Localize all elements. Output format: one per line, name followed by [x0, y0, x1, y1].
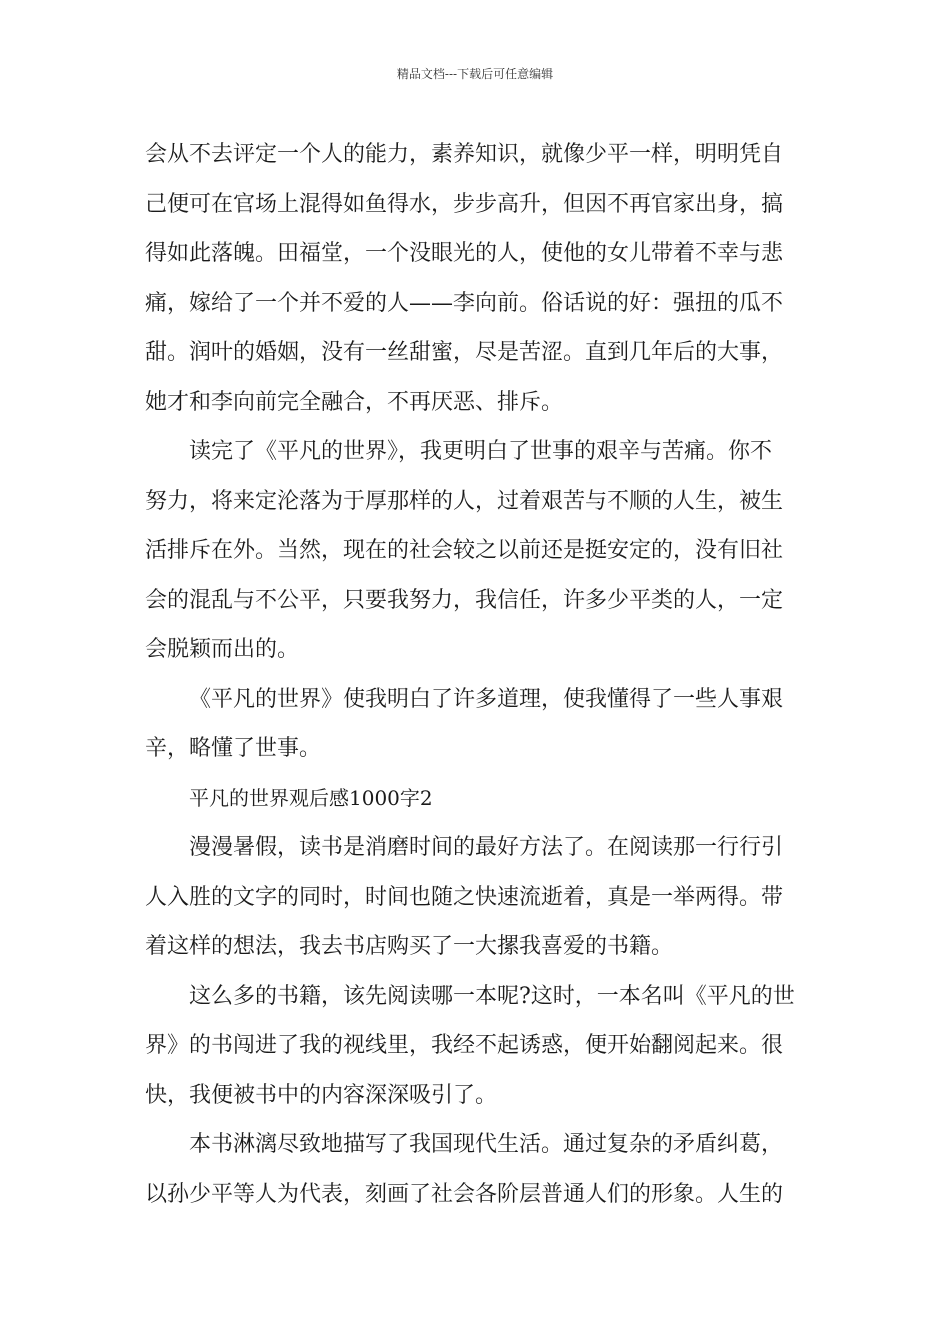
text-line: 着这样的想法，我去书店购买了一大摞我喜爱的书籍。 [145, 934, 674, 959]
document-body [145, 130, 815, 1219]
paragraph-3 [145, 675, 815, 774]
text-line: 活排斥在外。当然，现在的社会较之以前还是挺安定的，没有旧社 [145, 538, 784, 563]
text-line: 快，我便被书中的内容深深吸引了。 [145, 1082, 498, 1108]
text-line: 以孙少平等人为代表，刻画了社会各阶层普通人们的形象。人生的 [145, 1181, 784, 1207]
paragraph-4 [145, 823, 815, 972]
text-line: 这么多的书籍，该先阅读哪一本呢?这时，一本名叫《平凡的世 [189, 983, 795, 1009]
subtitle-text: 平凡的世界观后感1000字2 [189, 785, 433, 810]
text-line: 辛，略懂了世事。 [145, 736, 322, 761]
text-line: 努力，将来定沦落为于厚那样的人，过着艰苦与不顺的人生，被生 [145, 488, 784, 514]
text-line: 痛，嫁给了一个并不爱的人——李向前。俗话说的好：强扭的瓜不 [145, 290, 784, 316]
text-line: 会从不去评定一个人的能力，素养知识，就像少平一样，明明凭自 [145, 142, 784, 167]
text-line: 己便可在官场上混得如鱼得水，步步高升，但因不再官家出身，搞 [145, 191, 784, 217]
text-line: 得如此落魄。田福堂，一个没眼光的人，使他的女儿带着不幸与悲 [145, 241, 784, 266]
text-line: 她才和李向前完全融合，不再厌恶、排斥。 [145, 389, 564, 415]
text-line: 读完了《平凡的世界》，我更明白了世事的艰辛与苦痛。你不 [189, 439, 773, 464]
text-line: 会的混乱与不公平，只要我努力，我信任，许多少平类的人，一定 [145, 587, 784, 613]
text-line: 会脱颖而出的。 [145, 637, 300, 662]
section-subtitle [145, 774, 815, 824]
text-line: 本书淋漓尽致地描写了我国现代生活。通过复杂的矛盾纠葛， [189, 1132, 784, 1157]
text-line: 甜。润叶的婚姻，没有一丝甜蜜，尽是苦涩。直到几年后的大事， [145, 340, 784, 365]
paragraph-6 [145, 1120, 815, 1219]
text-line: 漫漫暑假，读书是消磨时间的最好方法了。在阅读那一行行引 [189, 835, 784, 860]
paragraph-5 [145, 972, 815, 1121]
paragraph-2 [145, 427, 815, 675]
text-line: 人入胜的文字的同时，时间也随之快速流逝着，真是一举两得。带 [145, 884, 784, 910]
page-header: 精品文档---下载后可任意编辑 [396, 67, 554, 81]
text-line: 《平凡的世界》使我明白了许多道理，使我懂得了一些人事艰 [189, 686, 784, 712]
text-line: 界》的书闯进了我的视线里，我经不起诱惑，便开始翻阅起来。很 [145, 1033, 784, 1058]
paragraph-1 [145, 130, 815, 427]
